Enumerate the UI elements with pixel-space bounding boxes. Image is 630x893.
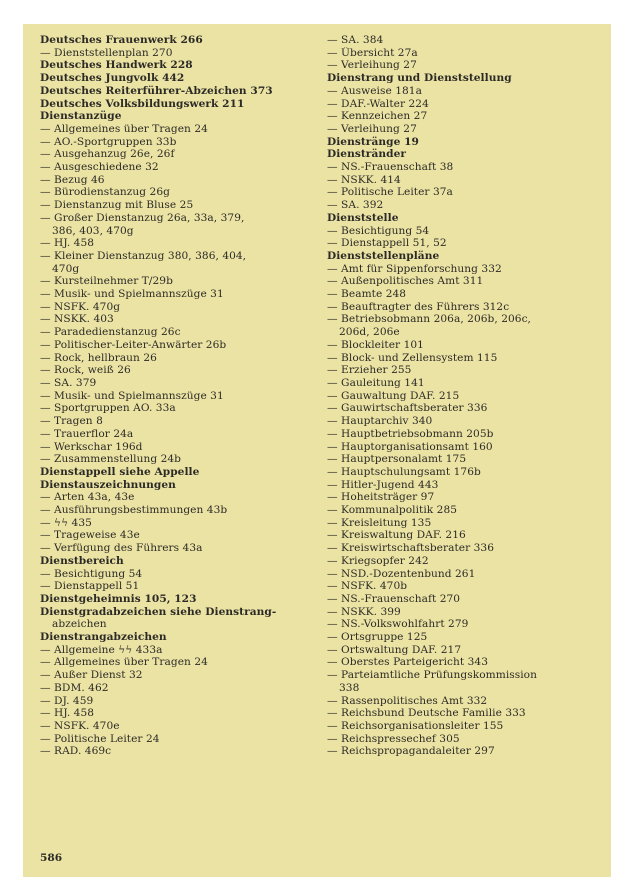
index-subentry: — Reichspressechef 305 [327,732,460,745]
index-continuation: abzeichen [52,618,107,631]
index-subentry: — Gauwaltung DAF. 215 [327,389,460,402]
index-subentry: — NSFK. 470g [40,300,121,313]
index-subentry: — Sportgruppen AO. 33a [40,402,176,415]
index-subentry: — Politischer-Leiter-Anwärter 26b [40,338,227,351]
index-subentry: — Kursteilnehmer T/29b [40,275,173,288]
index-subentry: — Allgemeine ϟϟ 433a [40,643,163,656]
index-subentry: — Blockleiter 101 [327,338,424,351]
index-heading: Dienstränder [327,148,406,161]
index-subentry: — NSKK. 414 [327,173,401,186]
index-heading: Deutsches Handwerk 228 [40,59,193,72]
index-subentry: — Allgemeines über Tragen 24 [40,656,208,669]
index-subentry: — Besichtigung 54 [327,224,430,237]
index-subentry: — NSD.-Dozentenbund 261 [327,567,476,580]
index-subentry: — Verleihung 27 [327,59,417,72]
index-subentry: — Dienststellenplan 270 [40,46,173,59]
index-subentry: — Amt für Sippenforschung 332 [327,262,502,275]
index-subentry: — Rock, weiß 26 [40,364,131,377]
index-subentry: — Politische Leiter 37a [327,186,453,199]
index-subentry: — Werkschar 196d [40,440,143,453]
page-number: 586 [40,852,63,864]
index-subentry: — Außer Dienst 32 [40,669,143,682]
index-subentry: — Dienstappell 51, 52 [327,237,447,250]
index-subentry: — NSKK. 399 [327,605,401,618]
index-heading: Deutsches Frauenwerk 266 [40,34,203,46]
index-subentry: — Dienstanzug mit Bluse 25 [40,199,194,212]
index-heading: Dienstanzüge [40,110,122,123]
index-subentry: — SA. 384 [327,34,384,46]
index-subentry: — Bezug 46 [40,173,105,186]
index-subentry: — Rassenpolitisches Amt 332 [327,694,488,707]
index-subentry: — NSKK. 403 [40,313,114,326]
index-heading: Dienstauszeichnungen [40,478,176,491]
index-subentry: — ϟϟ 435 [40,516,92,529]
index-subentry: — DJ. 459 [40,694,94,707]
index-subentry: — Kleiner Dienstanzug 380, 386, 404, [40,249,247,262]
index-subentry: — Verfügung des Führers 43a [40,542,203,555]
index-heading: Deutsches Volksbildungswerk 211 [40,97,245,110]
index-heading: Dienstränge 19 [327,135,419,148]
index-subentry: — Kriegsopfer 242 [327,554,429,567]
index-subentry: — NS.-Volkswohlfahrt 279 [327,618,469,631]
index-subentry: — RAD. 469c [40,745,112,758]
index-subentry: — Verleihung 27 [327,122,417,135]
index-subentry: — NS.-Frauenschaft 38 [327,161,454,174]
index-subentry: — Betriebsobmann 206a, 206b, 206c, [327,313,531,326]
index-subentry: — Tragen 8 [40,415,103,428]
index-subentry: — Kreiswaltung DAF. 216 [327,529,466,542]
index-subentry: — Ortsgruppe 125 [327,631,428,644]
index-subentry: — BDM. 462 [40,681,109,694]
index-subentry: — Ortswaltung DAF. 217 [327,643,462,656]
index-column-right [327,34,599,758]
index-subentry: — Trauerflor 24a [40,427,134,440]
index-subentry: — Hauptorganisationsamt 160 [327,440,493,453]
index-subentry: — NS.-Frauenschaft 270 [327,592,461,605]
index-subentry: — Ausweise 181a [327,84,422,97]
index-subentry: — Rock, hellbraun 26 [40,351,157,364]
index-subentry: — Paradedienstanzug 26c [40,326,181,339]
index-subentry: — Bürodienstanzug 26g [40,186,170,199]
index-subentry: — Hauptbetriebsobmann 205b [327,427,494,440]
index-subentry: — Gauleitung 141 [327,376,425,389]
index-subentry: — HJ. 458 [40,237,95,250]
index-subentry: — Hoheitsträger 97 [327,491,435,504]
index-subentry: — Ausführungsbestimmungen 43b [40,504,228,517]
index-subentry: — Block- und Zellensystem 115 [327,351,498,364]
index-subentry: — Oberstes Parteigericht 343 [327,656,488,669]
index-subentry: — Beamte 248 [327,288,407,301]
index-subentry: — Kommunalpolitik 285 [327,504,458,517]
index-subentry: — Hitler-Jugend 443 [327,478,439,491]
index-subentry: — Musik- und Spielmannszüge 31 [40,389,224,402]
index-subentry: — NSFK. 470b [327,580,408,593]
index-subentry: — Trageweise 43e [40,529,140,542]
index-subentry: — Großer Dienstanzug 26a, 33a, 379, [40,211,245,224]
index-subentry: — Parteiamtliche Prüfungskommission [327,669,537,682]
index-subentry: — Politische Leiter 24 [40,732,160,745]
index-subentry: — HJ. 458 [40,707,95,720]
index-subentry: — Außenpolitisches Amt 311 [327,275,484,288]
index-heading: Dienststelle [327,211,399,224]
index-continuation: 338 [339,681,360,694]
index-heading: Dienstgeheimnis 105, 123 [40,592,197,605]
index-subentry: — Arten 43a, 43e [40,491,135,504]
index-subentry: — SA. 392 [327,199,384,212]
index-subentry: — Besichtigung 54 [40,567,143,580]
index-heading: Dienststellenpläne [327,249,440,262]
index-subentry: — Erzieher 255 [327,364,412,377]
index-continuation: 206d, 206e [339,326,400,339]
index-subentry: — Reichsorganisationsleiter 155 [327,719,504,732]
index-subentry: — Kreiswirtschaftsberater 336 [327,542,494,555]
index-heading: Dienstappell siehe Appelle [40,465,200,478]
index-subentry: — Kreisleitung 135 [327,516,432,529]
index-continuation: 470g [52,262,80,275]
index-heading: Dienstrangabzeichen [40,631,167,644]
index-heading: Dienstrang und Dienststellung [327,72,512,85]
index-subentry: — Reichspropagandaleiter 297 [327,745,495,758]
index-subentry: — Hauptarchiv 340 [327,415,433,428]
index-subentry: — Zusammenstellung 24b [40,453,181,466]
index-subentry: — Ausgehanzug 26e, 26f [40,148,175,161]
index-heading: Deutsches Reiterführer-Abzeichen 373 [40,84,273,97]
index-subentry: — AO.-Sportgruppen 33b [40,135,177,148]
index-heading: Dienstgradabzeichen siehe Dienstrang- [40,605,277,618]
index-subentry: — Musik- und Spielmannszüge 31 [40,288,224,301]
index-column-left [40,34,312,758]
index-subentry: — DAF.-Walter 224 [327,97,429,110]
index-subentry: — Dienstappell 51 [40,580,140,593]
index-subentry: — Reichsbund Deutsche Familie 333 [327,707,526,720]
index-heading: Dienstbereich [40,554,124,567]
index-subentry: — NSFK. 470e [40,719,120,732]
index-subentry: — Ausgeschiedene 32 [40,161,159,174]
index-subentry: — SA. 379 [40,376,97,389]
index-subentry: — Hauptschulungsamt 176b [327,465,481,478]
index-page [23,24,611,877]
index-heading: Deutsches Jungvolk 442 [40,72,185,85]
index-subentry: — Übersicht 27a [327,46,418,59]
index-continuation: 386, 403, 470g [52,224,134,237]
index-subentry: — Gauwirtschaftsberater 336 [327,402,488,415]
index-subentry: — Kennzeichen 27 [327,110,428,123]
index-subentry: — Hauptpersonalamt 175 [327,453,467,466]
index-subentry: — Allgemeines über Tragen 24 [40,122,208,135]
index-subentry: — Beauftragter des Führers 312c [327,300,510,313]
